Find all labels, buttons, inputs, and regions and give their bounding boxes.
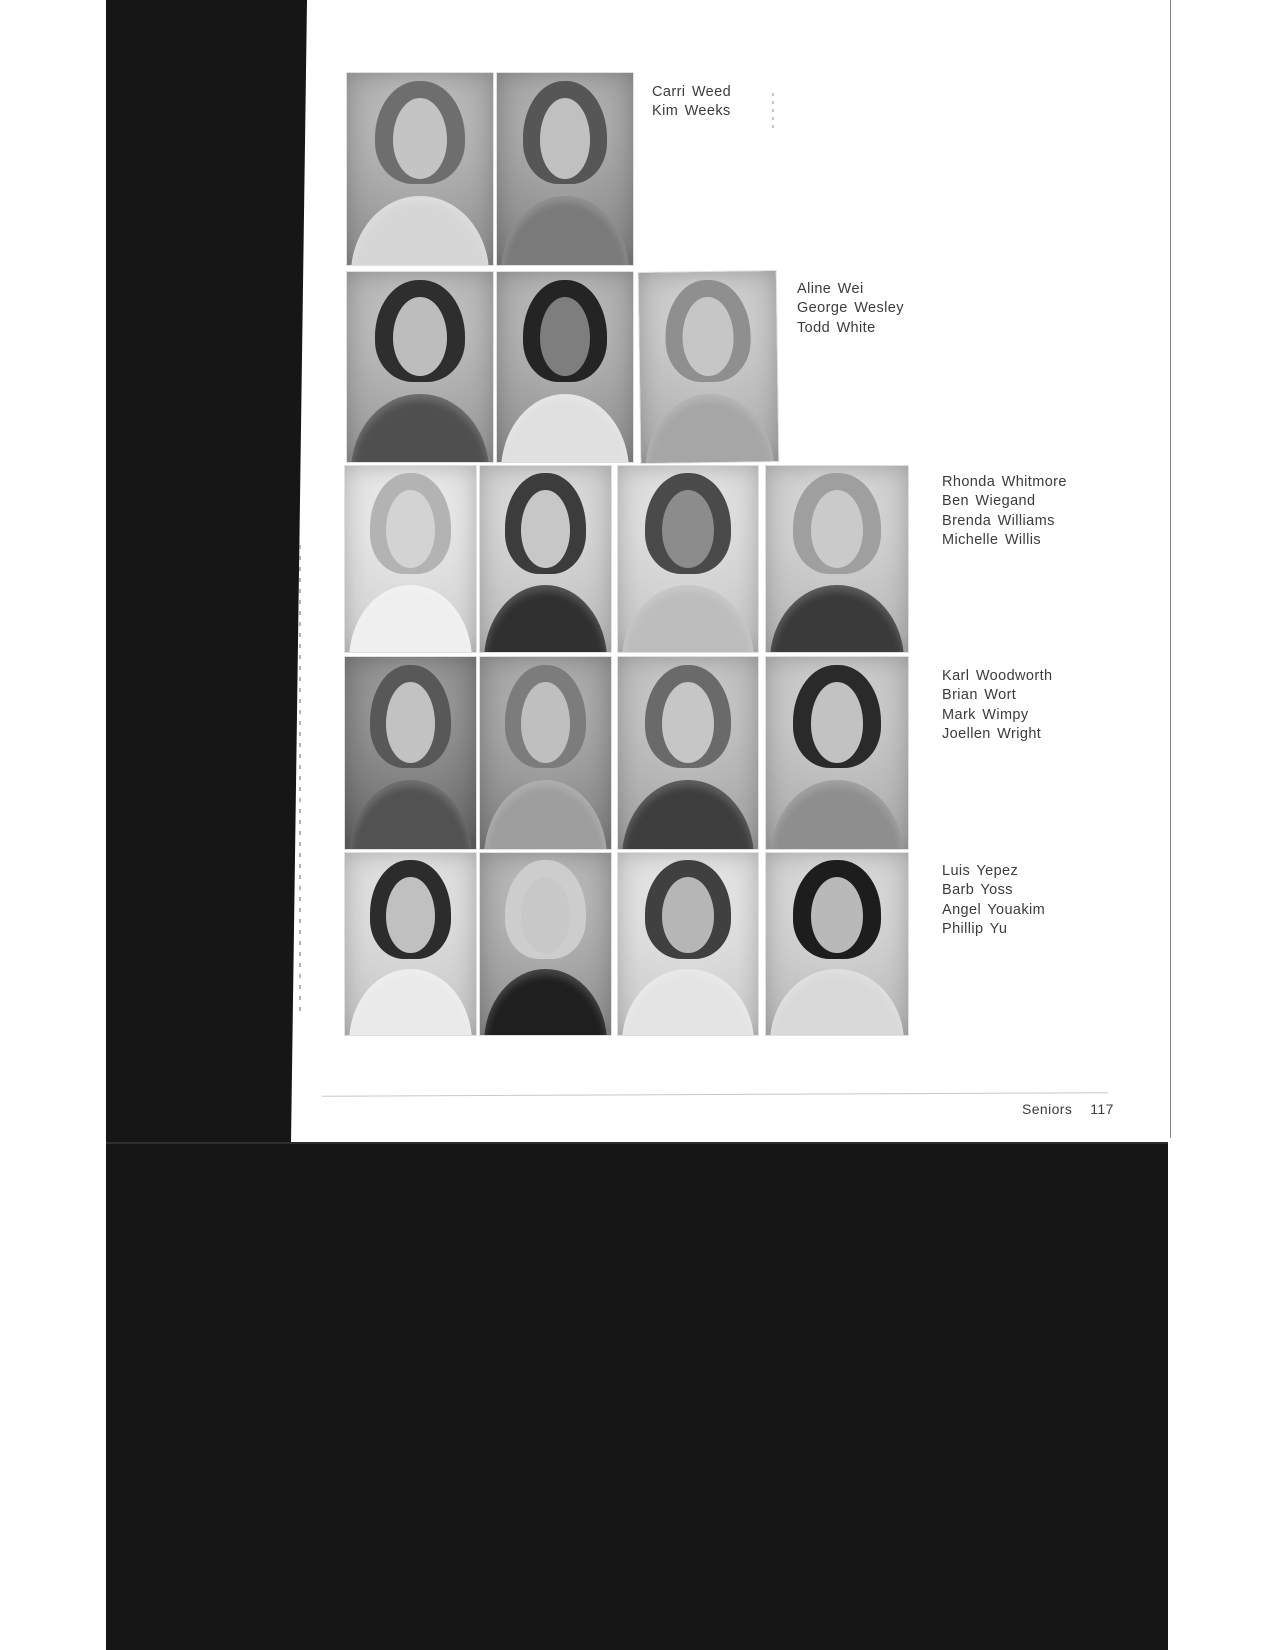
torso-silhouette — [349, 969, 472, 1035]
face-silhouette — [386, 682, 434, 763]
page-bottom-edge — [322, 1092, 1108, 1096]
face-silhouette — [540, 297, 590, 377]
torso-silhouette — [484, 780, 607, 849]
row-caption — [942, 473, 1067, 551]
face-silhouette — [811, 490, 864, 568]
face-silhouette — [662, 682, 714, 763]
portrait-photo — [497, 272, 633, 462]
student-name: Barb Yoss — [942, 882, 1013, 899]
face-silhouette — [393, 98, 447, 179]
scan-artifact — [772, 93, 774, 131]
portrait-photo — [347, 73, 493, 265]
page-fold-speckle — [299, 545, 301, 1015]
portrait-photo — [766, 657, 908, 849]
portrait-photo — [347, 272, 493, 462]
torso-silhouette — [349, 780, 472, 849]
face-silhouette — [521, 682, 569, 763]
left-scan-gutter — [106, 0, 307, 1143]
face-silhouette — [393, 297, 447, 377]
student-name: Carri Weed — [652, 84, 732, 100]
student-name: Karl Woodworth — [942, 668, 1053, 684]
face-silhouette — [811, 877, 864, 953]
portrait-photo — [480, 466, 611, 652]
row-caption — [797, 280, 904, 338]
portrait-photo — [618, 466, 758, 652]
torso-silhouette — [484, 585, 607, 652]
portrait-photo — [618, 657, 758, 849]
row-caption — [942, 667, 1053, 745]
portrait-photo — [480, 853, 611, 1035]
portrait-photo — [639, 271, 779, 463]
face-silhouette — [386, 490, 434, 568]
portrait-photo — [766, 853, 908, 1035]
torso-silhouette — [351, 394, 488, 462]
row-caption — [942, 862, 1045, 940]
portrait-photo — [345, 657, 476, 849]
student-name: Angel Youakim — [942, 901, 1046, 918]
face-silhouette — [662, 490, 714, 568]
student-name: Aline Wei — [797, 281, 864, 297]
page-footer — [1022, 1101, 1114, 1117]
student-name: Luis Yepez — [942, 863, 1019, 879]
torso-silhouette — [622, 585, 754, 652]
portrait-photo — [345, 466, 476, 652]
torso-silhouette — [770, 780, 903, 849]
face-silhouette — [662, 877, 714, 953]
portrait-photo — [345, 853, 476, 1035]
student-name: Brenda Williams — [942, 512, 1055, 529]
student-name: Mark Wimpy — [942, 706, 1029, 723]
face-silhouette — [811, 682, 864, 763]
student-name: George Wesley — [797, 300, 904, 317]
torso-silhouette — [349, 585, 472, 652]
student-name: Michelle Willis — [942, 532, 1042, 549]
torso-silhouette — [770, 969, 903, 1035]
student-name: Joellen Wright — [942, 726, 1042, 743]
portrait-photo — [766, 466, 908, 652]
face-silhouette — [521, 877, 569, 953]
face-silhouette — [682, 296, 734, 376]
footer-section-label: Seniors — [1022, 1101, 1073, 1117]
torso-silhouette — [501, 196, 629, 265]
face-silhouette — [540, 98, 590, 179]
torso-silhouette — [644, 393, 774, 463]
student-name: Rhonda Whitmore — [942, 474, 1067, 490]
student-name: Brian Wort — [942, 687, 1017, 704]
torso-silhouette — [770, 585, 903, 652]
student-name: Todd White — [797, 319, 876, 336]
footer-page-number: 117 — [1090, 1101, 1114, 1117]
face-silhouette — [386, 877, 434, 953]
portrait-photo — [497, 73, 633, 265]
torso-silhouette — [351, 196, 488, 265]
face-silhouette — [521, 490, 569, 568]
student-name: Ben Wiegand — [942, 493, 1036, 510]
torso-silhouette — [622, 780, 754, 849]
page-right-edge-line — [1170, 0, 1171, 1138]
portrait-photo — [480, 657, 611, 849]
portrait-photo — [618, 853, 758, 1035]
torso-silhouette — [484, 969, 607, 1035]
bottom-scan-backing — [106, 1142, 1168, 1650]
torso-silhouette — [501, 394, 629, 462]
student-name: Phillip Yu — [942, 921, 1008, 938]
row-caption — [652, 83, 731, 122]
student-name: Kim Weeks — [652, 103, 731, 120]
torso-silhouette — [622, 969, 754, 1035]
